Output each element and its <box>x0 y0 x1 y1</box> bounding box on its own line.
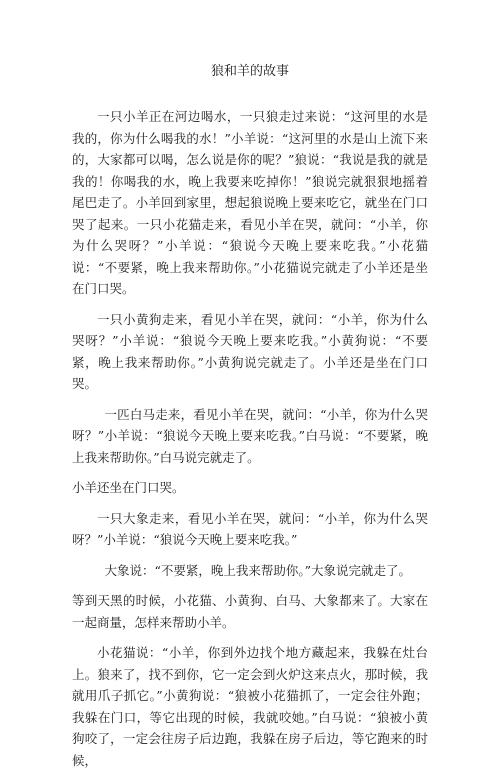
paragraph-3: 一匹白马走来，看见小羊在哭，就问：“小羊，你为什么哭呀？”小羊说：“狼说今天晚上要来吃我。”白马说：“不要紧，晚上我来帮助你。”白马说完就走了。 <box>72 406 428 465</box>
document-page <box>72 64 428 780</box>
paragraph-4: 小羊还坐在门口哭。 <box>72 480 185 495</box>
paragraph-2: 一只小黄狗走来，看见小羊在哭，就问：“小羊，你为什么哭呀？”小羊说：“狼说今天晚上要来吃我。”小黄狗说：“不要紧，晚上我来帮助你。”小黄狗说完就走了。小羊还是坐在门口哭。 <box>72 311 428 391</box>
document-title: 狼和羊的故事 <box>210 64 289 79</box>
paragraph-1: 一只小羊正在河边喝水，一只狼走过来说：“这河里的水是我的，你为什么喝我的水！”小羊说：“这河里的水是山上流下来的，大家都可以喝，怎么说是你的呢？”狼说：“我说是我的就是我的！你喝我的水，晚上我要来吃掉你！”狼说完就狠狠地摇着尾巴走了。小羊回到家里，想起狼说晚上要来吃它，就坐在门口哭了起来。一只小花猫走来，看见小羊在哭，就问：“小羊，你为什么哭呀？”小羊说：“狼说今天晚上要来吃我。”小花猫说：“不要紧，晚上我来帮助你。”小花猫说完就走了小羊还是坐在门口哭。 <box>72 109 428 296</box>
paragraph-7: 等到天黑的时候，小花猫、小黄狗、白马、大象都来了。大家在一起商量，怎样来帮助小羊。 <box>72 593 428 630</box>
paragraph-5: 一只大象走来，看见小羊在哭，就问：“小羊，你为什么哭呀？”小羊说：“狼说今天晚上要来吃我。” <box>72 510 428 547</box>
paragraph-6: 大象说：“不要紧，晚上我来帮助你。”大象说完就走了。 <box>104 562 412 578</box>
paragraph-8: 小花猫说：“小羊，你到外边找个地方藏起来，我躲在灶台上。狼来了，找不到你，它一定会到火炉这来点火，那时候，我就用爪子抓它。”小黄狗说：“狼被小花猫抓了，一定会往外跑；我躲在门口，等它出现的时候，我就咬她。”白马说：“狼被小黄狗咬了，一定会往房子后边跑，我躲在房子后边，等它跑来的时候， <box>72 645 428 768</box>
